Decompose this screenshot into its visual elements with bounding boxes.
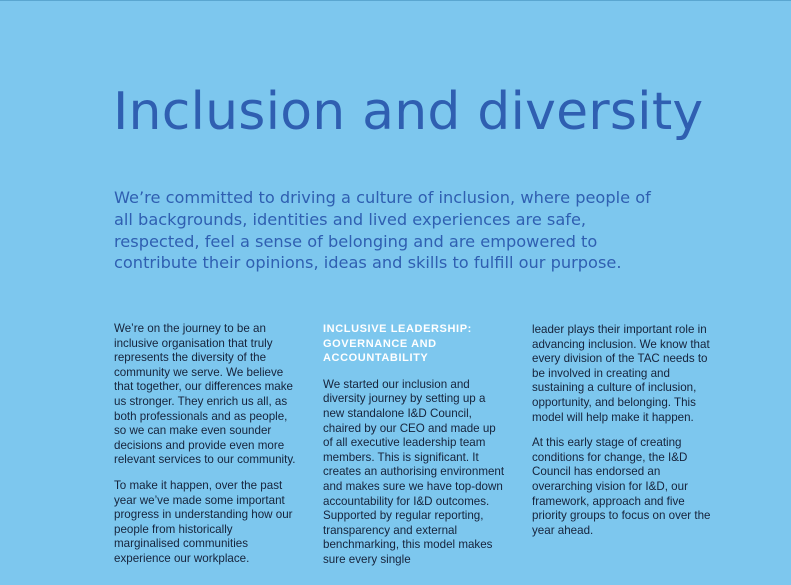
column-3-paragraph-1: leader plays their important role in advancing inclusion. We know that every division of the TAC needs to be involved in creating and sustaining a culture of inclusion, opportunity, and belonging. This model will help make it happen.: [532, 323, 710, 424]
page-title: Inclusion and diversity: [113, 82, 704, 142]
column-3-paragraph-2: At this early stage of creating conditions for change, the I&D Council has endorsed an overarching vision for I&D, our framework, approach and five priority groups to focus on over the year ahead.: [532, 436, 711, 537]
column-2-paragraph-1: We started our inclusion and diversity journey by setting up a new standalone I&D Council, chaired by our CEO and made up of all executive leadership team members. This is significant. It creates an authorising environment and makes sure we have top-down accountability for I&D outcomes. Supported by regular reporting, transparency and external benchmarking, this model makes sure every single: [323, 377, 505, 566]
column-1-paragraph-2: To make it happen, over the past year we’ve made some important progress in understanding how our people from historically marginalised communities experience our workplace.: [114, 478, 293, 565]
column-2: [323, 322, 507, 579]
column-3: [532, 323, 718, 549]
column-1-paragraph-1: We’re on the journey to be an inclusive organisation that truly represents the diversity of the community we serve. We believe that together, our differences make us stronger. They enrich us all, as both professionals and as people, so we can make even sounder decisions and provide even more relevant services to our community.: [114, 322, 296, 467]
column-1: [114, 322, 296, 578]
section-heading-inclusive-leadership: INCLUSIVE LEADERSHIP: GOVERNANCE AND ACCOUNTABILITY: [323, 323, 472, 365]
intro-paragraph: We’re committed to driving a culture of inclusion, where people of all backgrounds, identities and lived experiences are safe, respected, feel a sense of belonging and are empowered to contribute their opinions, ideas and skills to fulfill our purpose.: [114, 188, 651, 273]
